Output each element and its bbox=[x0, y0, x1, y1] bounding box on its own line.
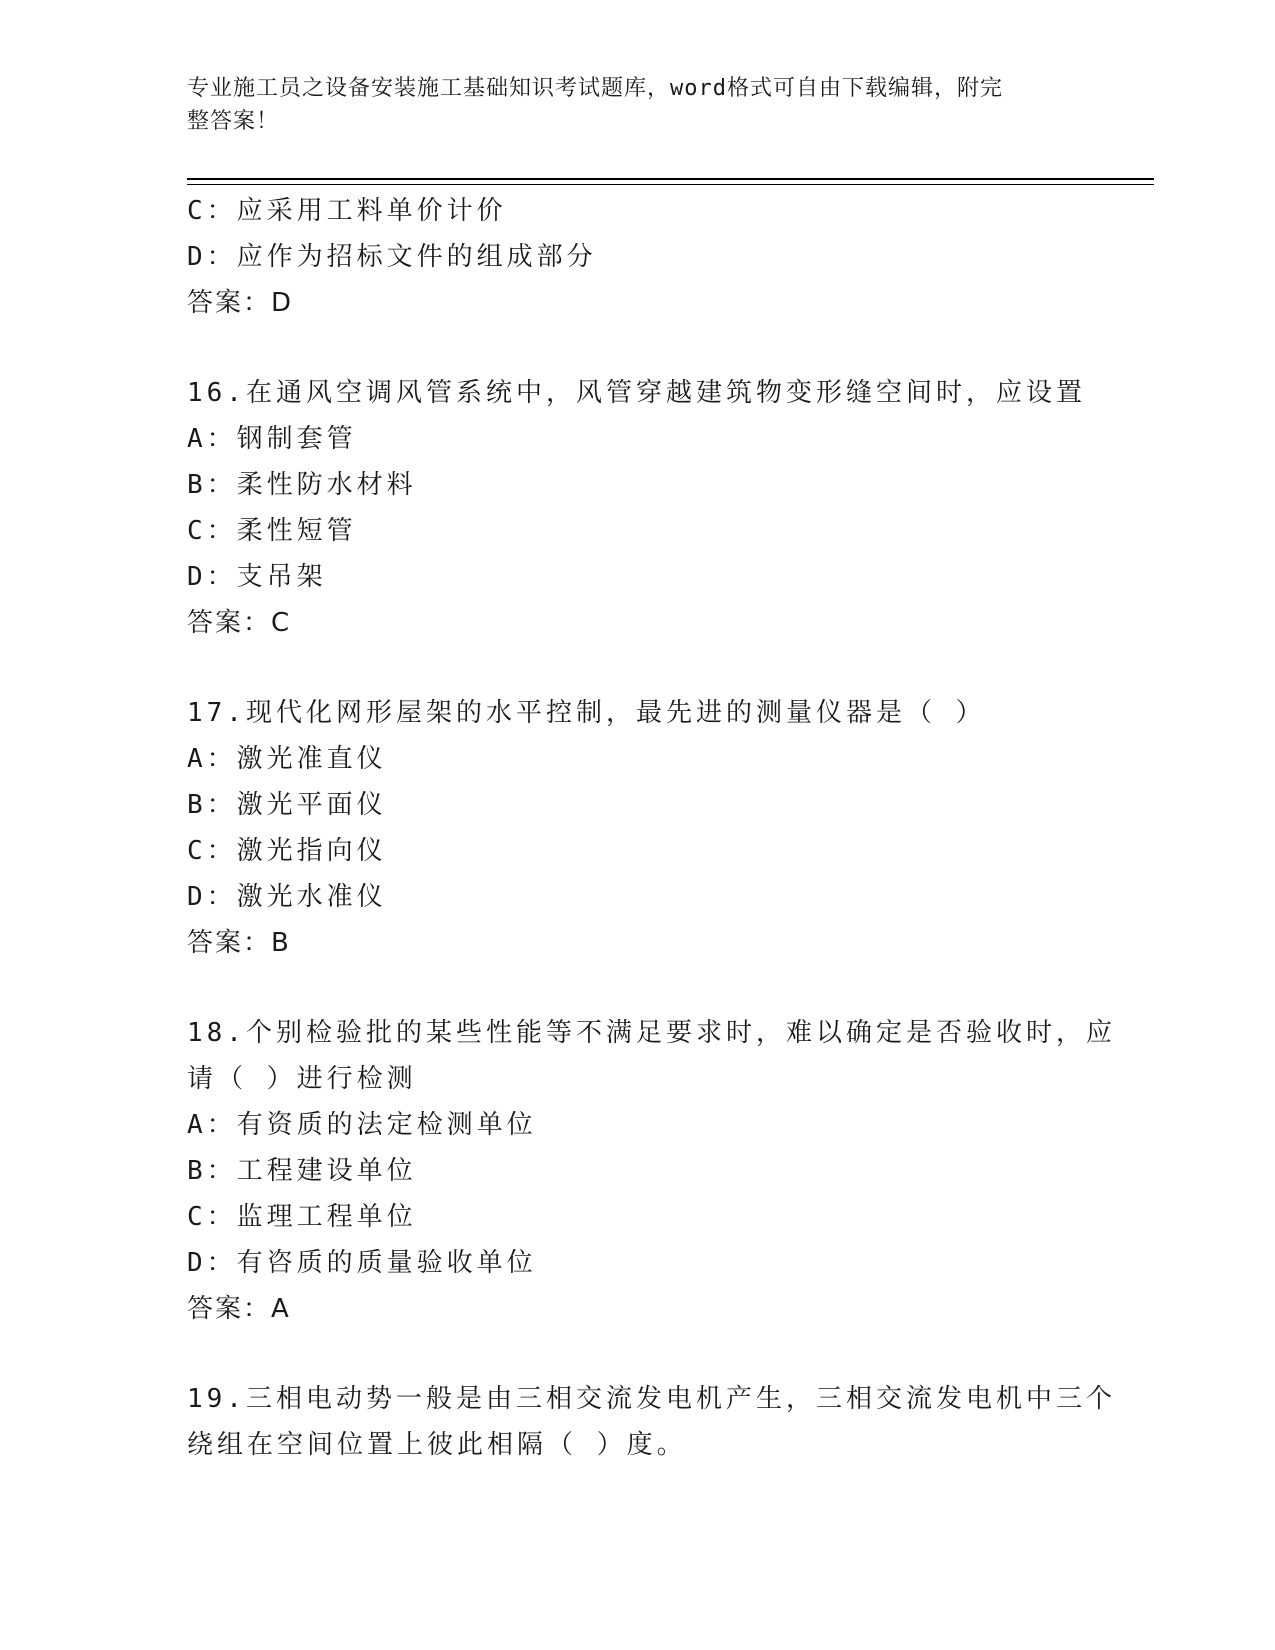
option-c: C：监理工程单位 bbox=[187, 1202, 417, 1232]
header-line-1: 专业施工员之设备安装施工基础知识考试题库，word格式可自由下载编辑，附完 bbox=[187, 76, 1003, 101]
option-d: D：激光水准仪 bbox=[187, 882, 387, 912]
answer-line: 答案：B bbox=[187, 928, 291, 958]
option-c: C：柔性短管 bbox=[187, 516, 357, 546]
question-17 bbox=[187, 690, 1087, 966]
question-19 bbox=[187, 1376, 1116, 1468]
question-stem-line-1: 19.三相电动势一般是由三相交流发电机产生，三相交流发电机中三个 bbox=[187, 1384, 1116, 1414]
answer-line: 答案：D bbox=[187, 288, 294, 318]
answer-line: 答案：C bbox=[187, 608, 292, 638]
option-d: D：支吊架 bbox=[187, 562, 327, 592]
option-d: D：有咨质的质量验收单位 bbox=[187, 1248, 537, 1278]
question-15-partial bbox=[187, 188, 1087, 326]
option-b: B：柔性防水材料 bbox=[187, 470, 417, 500]
option-b: B：激光平面仪 bbox=[187, 790, 387, 820]
question-18 bbox=[187, 1010, 1116, 1332]
option-d: D：应作为招标文件的组成部分 bbox=[187, 242, 597, 272]
option-b: B：工程建设单位 bbox=[187, 1156, 417, 1186]
option-a: A：有资质的法定检测单位 bbox=[187, 1110, 537, 1140]
header-line-2: 整答案！ bbox=[187, 109, 280, 134]
option-c: C：应采用工料单价计价 bbox=[187, 196, 507, 226]
question-stem-line-1: 18.个别检验批的某些性能等不满足要求时，难以确定是否验收时，应 bbox=[187, 1018, 1116, 1048]
question-content bbox=[187, 188, 1116, 1468]
option-a: A：激光准直仪 bbox=[187, 744, 387, 774]
question-stem: 16.在通风空调风管系统中，风管穿越建筑物变形缝空间时，应设置 bbox=[187, 378, 1086, 408]
header-rule-thin bbox=[187, 184, 1154, 185]
option-a: A：钢制套管 bbox=[187, 424, 357, 454]
header-rule-thick bbox=[187, 178, 1154, 180]
question-stem-line-2: 请（ ）进行检测 bbox=[187, 1064, 417, 1094]
question-16 bbox=[187, 370, 1087, 646]
document-header bbox=[187, 72, 1067, 138]
answer-line: 答案：A bbox=[187, 1294, 291, 1324]
question-stem: 17.现代化网形屋架的水平控制，最先进的测量仪器是（ ） bbox=[187, 698, 986, 728]
question-stem-line-2: 绕组在空间位置上彼此相隔（ ）度。 bbox=[187, 1430, 687, 1460]
option-c: C：激光指向仪 bbox=[187, 836, 387, 866]
